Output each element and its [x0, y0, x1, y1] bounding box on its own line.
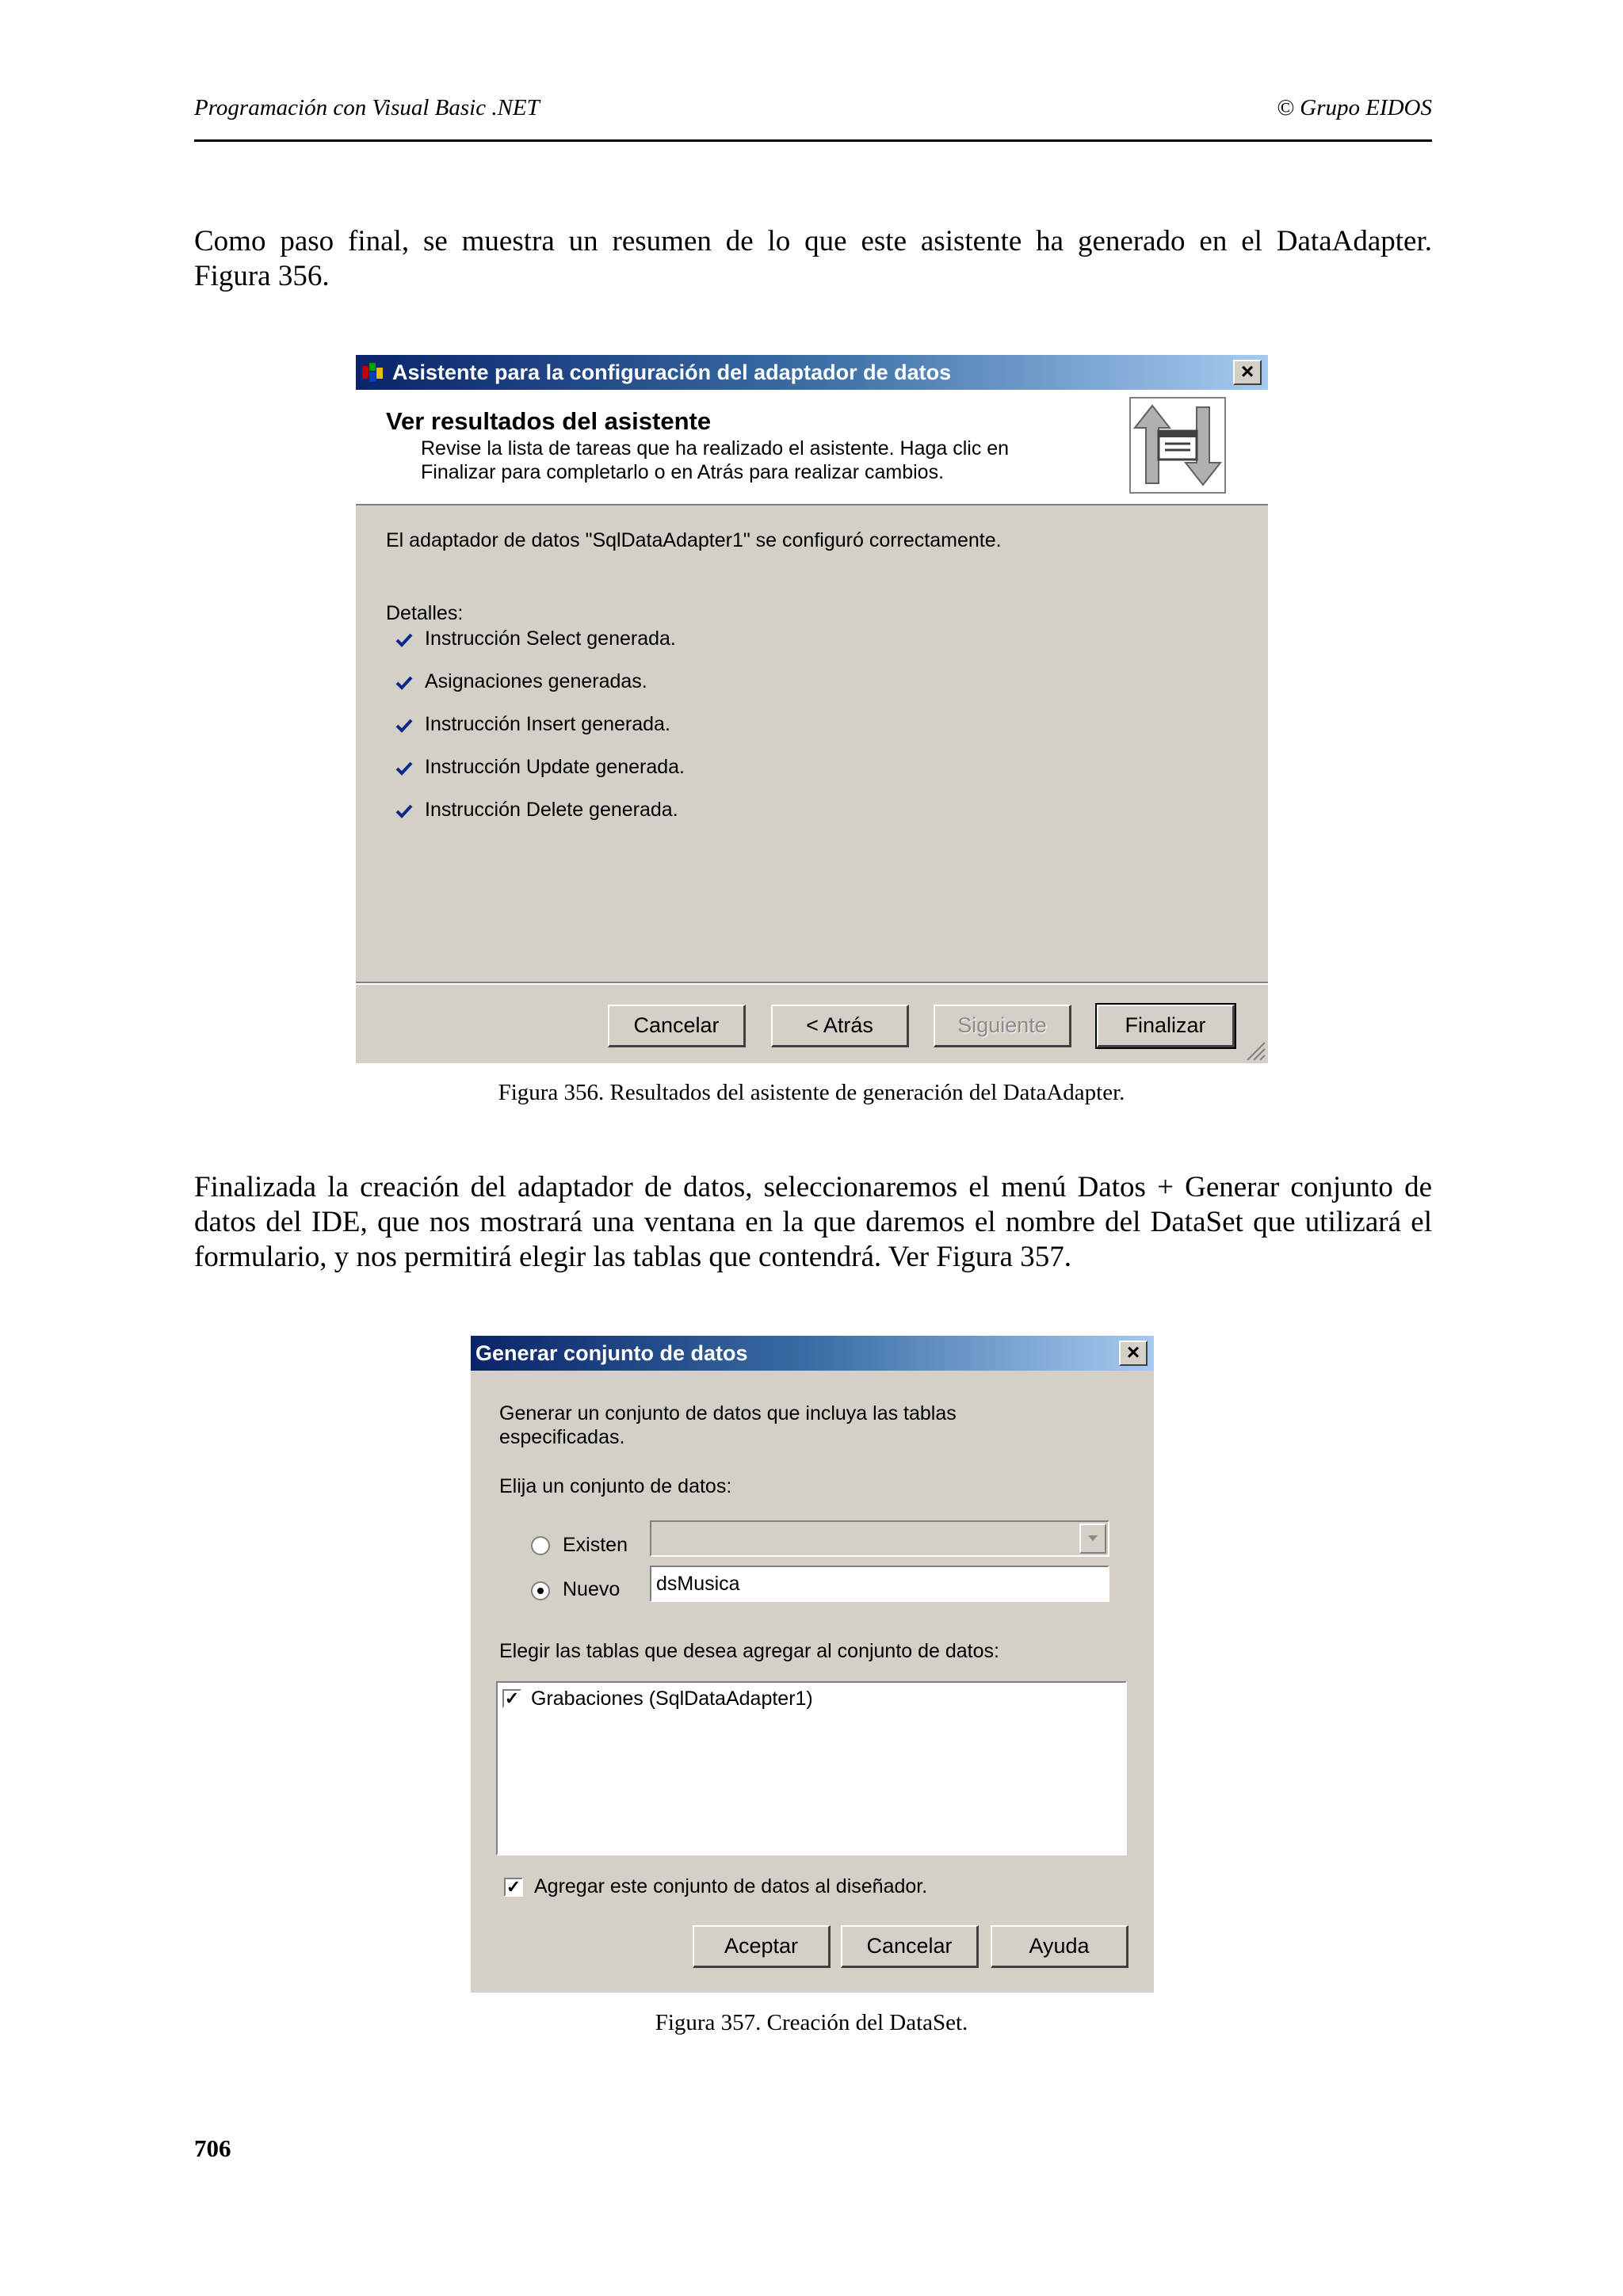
detail-item: [356, 710, 1268, 751]
back-button[interactable]: [771, 1005, 909, 1047]
table-checkbox[interactable]: ✓: [502, 1689, 521, 1708]
resize-grip-icon[interactable]: [1244, 1039, 1266, 1062]
paragraph-intro-line-1: Como paso final, se muestra un resumen de lo que este asistente ha generado en el DataAdapter.: [194, 225, 1432, 257]
page-number: 706: [194, 2134, 231, 2162]
wizard-status-text: El adaptador de datos "SqlDataAdapter1" se configuró correctamente.: [386, 529, 1002, 551]
radio-new[interactable]: [531, 1581, 550, 1600]
cancel-button[interactable]: [841, 1925, 979, 1968]
existing-dataset-select[interactable]: [650, 1520, 1109, 1557]
data-adapter-icon: [1128, 396, 1227, 494]
table-item-label: Grabaciones (SqlDataAdapter1): [531, 1688, 813, 1710]
wizard-description-line-1: Revise la lista de tareas que ha realizado el asistente. Haga clic en: [421, 437, 1010, 460]
detail-item-label: Asignaciones generadas.: [425, 670, 647, 692]
check-icon: [395, 803, 413, 819]
new-dataset-name-value: dsMusica: [656, 1573, 740, 1595]
cancel-button[interactable]: [608, 1005, 746, 1047]
radio-existing[interactable]: [531, 1536, 550, 1555]
finish-button[interactable]: [1097, 1005, 1235, 1047]
radio-new-label[interactable]: Nuevo: [563, 1578, 621, 1600]
back-button-label: < Atrás: [806, 1013, 873, 1037]
choose-dataset-label: Elija un conjunto de datos:: [499, 1475, 732, 1497]
wizard-titlebar: [356, 355, 1268, 390]
radio-selected-dot: [537, 1588, 544, 1594]
figure-caption-356: Figura 356. Resultados del asistente de generación del DataAdapter.: [498, 1080, 1125, 1105]
paragraph-dataset-line-1: Finalizada la creación del adaptador de datos, seleccionaremos el menú Datos + Generar conjunto de: [194, 1171, 1432, 1203]
dataset-titlebar: [471, 1336, 1154, 1371]
table-list-item[interactable]: [498, 1683, 1124, 1714]
detail-item-label: Instrucción Insert generada.: [425, 713, 670, 735]
close-icon: ×: [1240, 359, 1254, 383]
detail-item: [356, 667, 1268, 708]
add-to-designer-label[interactable]: Agregar este conjunto de datos al diseñador.: [534, 1875, 928, 1897]
wizard-app-icon: [362, 363, 383, 382]
detail-item: [356, 624, 1268, 666]
close-icon: ×: [1126, 1340, 1140, 1364]
cancel-button-label: Cancelar: [866, 1934, 953, 1958]
generate-dataset-dialog: [471, 1336, 1154, 1993]
paragraph-dataset-line-3: formulario, y nos permitirá elegir las tablas que contendrá. Ver Figura 357.: [194, 1241, 1071, 1273]
wizard-description-line-2: Finalizar para completarlo o en Atrás para realizar cambios.: [421, 461, 945, 483]
help-button-label: Ayuda: [1029, 1934, 1090, 1958]
help-button[interactable]: [991, 1925, 1128, 1968]
figure-caption-357: Figura 357. Creación del DataSet.: [655, 2010, 968, 2035]
wizard-header-panel: [356, 390, 1268, 505]
check-icon: [395, 718, 413, 734]
book-title: Programación con Visual Basic .NET: [194, 95, 540, 120]
paragraph-dataset-line-2: datos del IDE, que nos mostrará una ventana en la que daremos el nombre del DataSet que utilizará el: [194, 1206, 1432, 1238]
check-icon: [395, 761, 413, 776]
detail-item: [356, 753, 1268, 794]
detail-item-label: Instrucción Select generada.: [425, 627, 676, 650]
paragraph-dataset: [194, 1170, 1432, 1275]
publisher: © Grupo EIDOS: [1276, 95, 1432, 120]
close-button[interactable]: [1119, 1341, 1148, 1366]
new-dataset-name-input[interactable]: [650, 1566, 1109, 1602]
paragraph-intro: [194, 224, 1432, 294]
next-button-label: Siguiente: [957, 1013, 1047, 1037]
tables-label: Elegir las tablas que desea agregar al conjunto de datos:: [499, 1640, 999, 1662]
button-separator: [356, 982, 1268, 985]
tables-list[interactable]: [496, 1681, 1127, 1855]
wizard-dialog: [356, 355, 1268, 1063]
wizard-title: Asistente para la configuración del adaptador de datos: [392, 360, 952, 384]
add-to-designer-checkbox[interactable]: ✓: [504, 1878, 523, 1897]
detail-item-label: Instrucción Update generada.: [425, 756, 685, 778]
detail-item-label: Instrucción Delete generada.: [425, 799, 678, 821]
dataset-dialog-title: Generar conjunto de datos: [475, 1341, 748, 1365]
check-icon: [395, 632, 413, 648]
close-button[interactable]: [1233, 360, 1262, 385]
dataset-intro-line-2: especificadas.: [499, 1426, 625, 1448]
page-header: [194, 95, 1432, 142]
wizard-heading: Ver resultados del asistente: [386, 407, 712, 435]
check-icon: [395, 675, 413, 691]
cancel-button-label: Cancelar: [633, 1013, 720, 1037]
next-button[interactable]: [934, 1005, 1071, 1047]
details-label: Detalles:: [386, 602, 464, 624]
details-list: [356, 624, 1268, 846]
accept-button[interactable]: [693, 1925, 831, 1968]
accept-button-label: Aceptar: [724, 1934, 799, 1958]
paragraph-intro-line-2: Figura 356.: [194, 260, 330, 292]
detail-item: [356, 795, 1268, 837]
radio-existing-label[interactable]: Existen: [563, 1534, 628, 1556]
dropdown-arrow-icon[interactable]: [1079, 1524, 1106, 1554]
finish-button-label: Finalizar: [1125, 1013, 1206, 1037]
dataset-intro-line-1: Generar un conjunto de datos que incluya las tablas: [499, 1402, 957, 1425]
